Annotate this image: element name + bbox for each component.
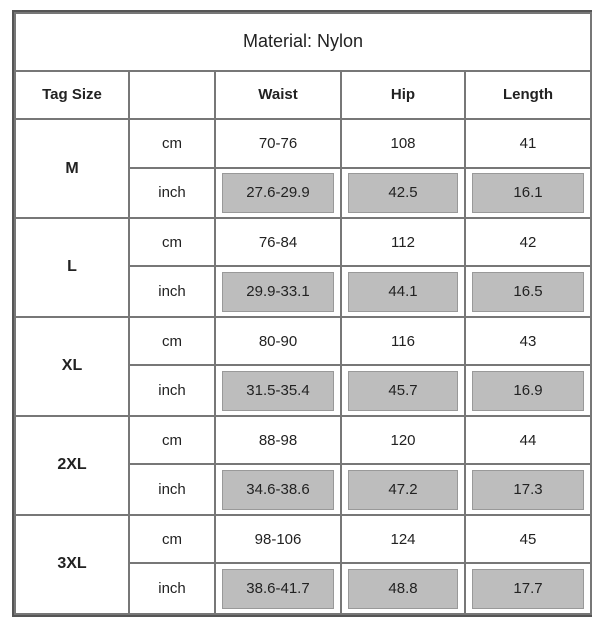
header-waist: Waist	[215, 71, 341, 119]
length-cell: 43	[465, 317, 591, 365]
length-cell	[465, 563, 591, 614]
length-cell: 44	[465, 416, 591, 464]
waist-cell	[215, 365, 341, 416]
waist-value: 34.6-38.6	[222, 470, 334, 510]
waist-value: 29.9-33.1	[222, 272, 334, 312]
unit-label: cm	[129, 218, 215, 266]
waist-cell: 76-84	[215, 218, 341, 266]
size-label: L	[15, 218, 129, 317]
size-chart	[12, 10, 592, 617]
hip-cell: 116	[341, 317, 465, 365]
table-row	[15, 119, 591, 167]
hip-cell	[341, 365, 465, 416]
table-row	[15, 416, 591, 464]
hip-cell	[341, 563, 465, 614]
size-label: 3XL	[15, 515, 129, 614]
size-table	[14, 12, 592, 615]
unit-label: inch	[129, 168, 215, 219]
length-value: 16.1	[472, 173, 584, 213]
unit-label: cm	[129, 416, 215, 464]
unit-label: cm	[129, 317, 215, 365]
waist-cell: 88-98	[215, 416, 341, 464]
length-cell: 45	[465, 515, 591, 563]
header-tag-size: Tag Size	[15, 71, 129, 119]
hip-value: 44.1	[348, 272, 458, 312]
hip-cell: 120	[341, 416, 465, 464]
waist-cell: 98-106	[215, 515, 341, 563]
length-value: 17.3	[472, 470, 584, 510]
waist-cell	[215, 464, 341, 515]
unit-label: inch	[129, 464, 215, 515]
size-label: 2XL	[15, 416, 129, 515]
hip-cell	[341, 266, 465, 317]
header-length: Length	[465, 71, 591, 119]
table-row	[15, 515, 591, 563]
waist-cell	[215, 563, 341, 614]
waist-value: 27.6-29.9	[222, 173, 334, 213]
length-value: 17.7	[472, 569, 584, 609]
hip-cell: 108	[341, 119, 465, 167]
length-value: 16.9	[472, 371, 584, 411]
waist-value: 31.5-35.4	[222, 371, 334, 411]
waist-cell	[215, 266, 341, 317]
table-title: Material: Nylon	[15, 13, 591, 71]
length-cell	[465, 365, 591, 416]
hip-cell: 112	[341, 218, 465, 266]
unit-label: cm	[129, 119, 215, 167]
unit-label: inch	[129, 266, 215, 317]
unit-label: inch	[129, 563, 215, 614]
unit-label: cm	[129, 515, 215, 563]
length-cell	[465, 168, 591, 219]
hip-cell	[341, 464, 465, 515]
hip-value: 47.2	[348, 470, 458, 510]
hip-value: 48.8	[348, 569, 458, 609]
hip-cell: 124	[341, 515, 465, 563]
header-hip: Hip	[341, 71, 465, 119]
table-row	[15, 218, 591, 266]
waist-cell: 80-90	[215, 317, 341, 365]
hip-value: 45.7	[348, 371, 458, 411]
hip-value: 42.5	[348, 173, 458, 213]
size-label: M	[15, 119, 129, 218]
waist-cell: 70-76	[215, 119, 341, 167]
hip-cell	[341, 168, 465, 219]
unit-label: inch	[129, 365, 215, 416]
size-label: XL	[15, 317, 129, 416]
length-cell	[465, 464, 591, 515]
length-cell	[465, 266, 591, 317]
length-value: 16.5	[472, 272, 584, 312]
header-unit	[129, 71, 215, 119]
waist-value: 38.6-41.7	[222, 569, 334, 609]
waist-cell	[215, 168, 341, 219]
length-cell: 42	[465, 218, 591, 266]
length-cell: 41	[465, 119, 591, 167]
table-row	[15, 317, 591, 365]
